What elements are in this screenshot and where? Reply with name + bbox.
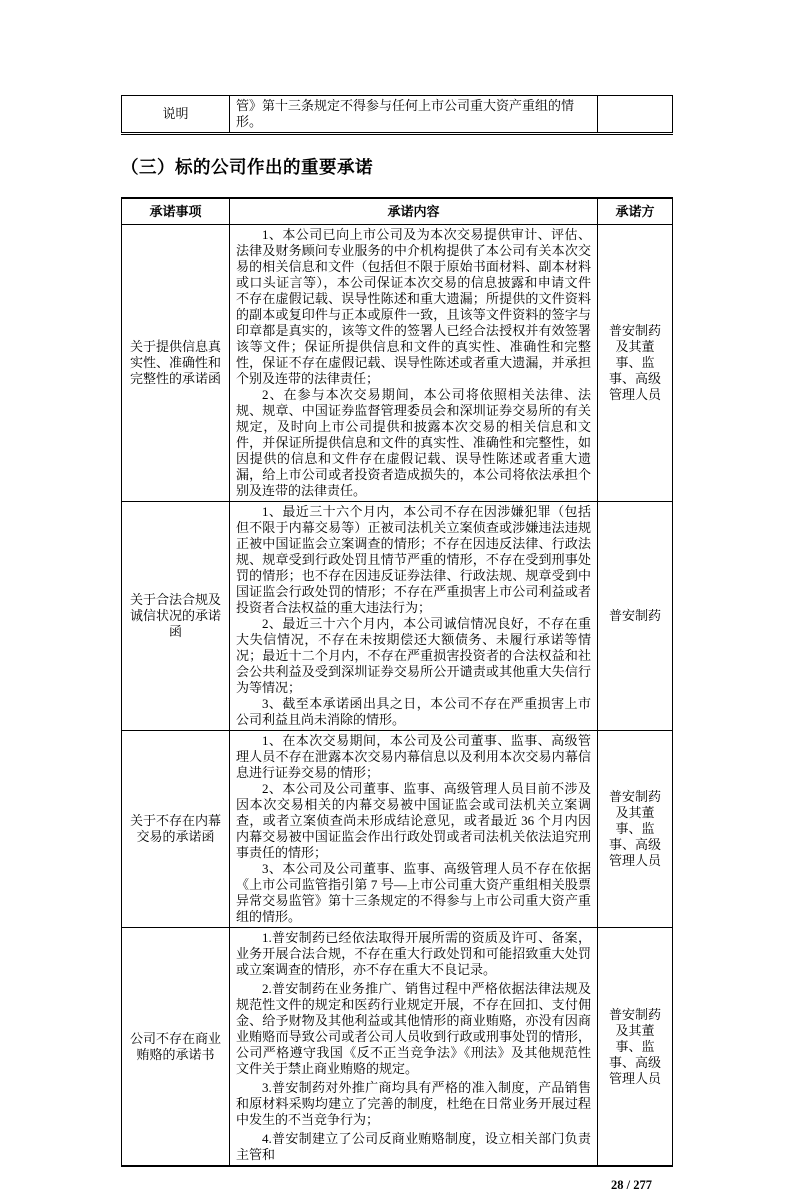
- commitment-party: 普安制药: [598, 502, 673, 731]
- paragraph: 2.普安制药在业务推广、销售过程中严格依据法律法规及规范性文件的规定和医药行业规定开展，不存在回扣、支付佣金、给予财物及其他利益或其他情形的商业贿赂，亦没有因商业贿赂而导致公司或者公司人员收到行政或刑事处罚的情形，公司严格遵守我国《反不正当竞争法》《刑法》及其他规范性文件关于禁止商业贿赂的规定。: [236, 981, 591, 1076]
- fragment-empty-cell: [598, 96, 673, 134]
- table-row: [122, 502, 673, 731]
- commitment-party: 普安制药及其董事、监事、高级管理人员: [598, 225, 673, 502]
- commitments-table: [121, 197, 673, 1167]
- paragraph: 2、最近三十六个月内，本公司诚信情况良好，不存在重大失信情况，不存在未按期偿还大额债务、未履行承诺等情况；最近十二个月内，不存在严重损害投资者的合法权益和社会公共利益及受到深圳证券交易所公开谴责或其他重大失信行为等情况；: [236, 616, 591, 695]
- table-row: [122, 928, 673, 1167]
- commitment-party: 普安制药及其董事、监事、高级管理人员: [598, 928, 673, 1167]
- section-heading: （三）标的公司作出的重要承诺: [121, 157, 373, 177]
- paragraph: 4.普安制建立了公司反商业贿赂制度，设立相关部门负责主管和: [236, 1131, 591, 1162]
- column-header-content: 承诺内容: [230, 198, 598, 225]
- commitment-content: [230, 928, 598, 1167]
- commitment-item: 公司不存在商业贿赂的承诺书: [122, 928, 230, 1167]
- paragraph: 1.普安制药已经依法取得开展所需的资质及许可、备案，业务开展合法合规，不存在重大行政处罚和可能招致重大处罚或立案调查的情形，亦不存在重大不良记录。: [236, 930, 591, 977]
- paragraph: 2、本公司及公司董事、监事、高级管理人员目前不涉及因本次交易相关的内幕交易被中国证监会或司法机关立案调查，或者立案侦查尚未形成结论意见，或者最近 36 个月内因内幕交易被中国证监会作出行政处罚或者司法机关依法追究刑事责任的情形；: [236, 781, 591, 860]
- paragraph: 1、在本次交易期间，本公司及公司董事、监事、高级管理人员不存在泄露本次交易内幕信息以及利用本次交易内幕信息进行证券交易的情形；: [236, 733, 591, 780]
- table-header-row: [122, 198, 673, 225]
- column-header-item: 承诺事项: [122, 198, 230, 225]
- paragraph: 2、在参与本次交易期间，本公司将依照相关法律、法规、规章、中国证券监督管理委员会和深圳证券交易所的有关规定，及时向上市公司提供和披露本次交易的相关信息和文件，并保证所提供信息和文件的真实性、准确性和完整性，如因提供的信息和文件存在虚假记载、误导性陈述或者重大遗漏，给上市公司或者投资者造成损失的，本公司将依法承担个别及连带的法律责任。: [236, 387, 591, 498]
- commitment-item: 关于不存在内幕交易的承诺函: [122, 731, 230, 928]
- paragraph: 3、截至本承诺函出具之日，本公司不存在严重损害上市公司利益且尚未消除的情形。: [236, 696, 591, 727]
- paragraph: 1、本公司已向上市公司及为本次交易提供审计、评估、法律及财务顾问专业服务的中介机构提供了本公司有关本次交易的相关信息和文件（包括但不限于原始书面材料、副本材料或口头证言等），本公司保证本次交易的信息披露和申请文件不存在虚假记载、误导性陈述和重大遗漏；所提供的文件资料的副本或复印件与正本或原件一致，且该等文件资料的签字与印章都是真实的，该等文件的签署人已经合法授权并有效签署该等文件；保证所提供信息和文件的真实性、准确性和完整性，保证不存在虚假记载、误导性陈述或者重大遗漏，并承担个别及连带的法律责任；: [236, 227, 591, 386]
- commitment-item: 关于提供信息真实性、准确性和完整性的承诺函: [122, 225, 230, 502]
- continuation-table: [121, 95, 673, 135]
- fragment-label-cell: 说明: [122, 96, 230, 134]
- commitment-content: [230, 225, 598, 502]
- table-row: [122, 225, 673, 502]
- paragraph: 1、最近三十六个月内，本公司不存在因涉嫌犯罪（包括但不限于内幕交易等）正被司法机关立案侦查或涉嫌违法违规正被中国证监会立案调查的情形；不存在因违反法律、行政法规、规章受到行政处罚且情节严重的情形，不存在受到刑事处罚的情形；也不存在因违反证券法律、行政法规、规章受到中国证监会行政处罚的情形；不存在严重损害上市公司利益或者投资者合法权益的重大违法行为；: [236, 504, 591, 615]
- paragraph: 3.普安制药对外推广商均具有严格的准入制度，产品销售和原材料采购均建立了完善的制度，杜绝在日常业务开展过程中发生的不当竞争行为；: [236, 1080, 591, 1127]
- table-row: [122, 96, 673, 134]
- page-content: [121, 95, 672, 1193]
- page-number: 28 / 277: [611, 1178, 652, 1192]
- table-row: [122, 731, 673, 928]
- commitment-content: [230, 502, 598, 731]
- fragment-content-cell: 管》第十三条规定不得参与任何上市公司重大资产重组的情形。: [230, 96, 598, 134]
- commitment-item: 关于合法合规及诚信状况的承诺函: [122, 502, 230, 731]
- commitment-party: 普安制药及其董事、监事、高级管理人员: [598, 731, 673, 928]
- column-header-party: 承诺方: [598, 198, 673, 225]
- commitment-content: [230, 731, 598, 928]
- paragraph: 3、本公司及公司董事、监事、高级管理人员不存在依据《上市公司监管指引第 7 号—上市公司重大资产重组相关股票异常交易监管》第十三条规定的不得参与上市公司重大资产重组的情形。: [236, 861, 591, 924]
